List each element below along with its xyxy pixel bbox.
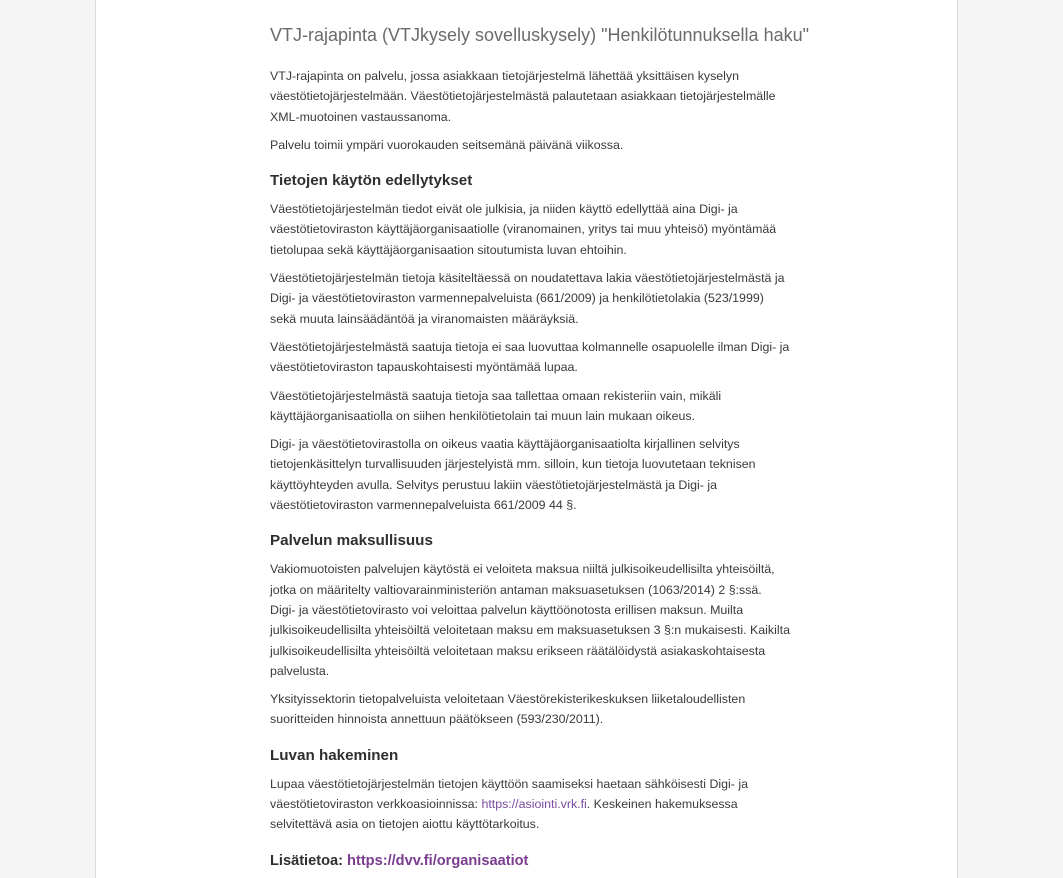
- usage-paragraph-5: Digi- ja väestötietovirastolla on oikeus vaatia käyttäjäorganisaatiolta kirjallinen selvitys tietojenkäsittelyn turvallisuuden järjestelyistä mm. silloin, kun tietoja luovutetaan teknisen käyttöyhteyden avulla. Selvitys perustuu lakiin väestötietojärjestelmästä ja Digi- ja väestötietoviraston varmennepalveluista 661/2009 44 §.: [270, 437, 756, 513]
- fees-paragraph-2: Yksityissektorin tietopalveluista veloitetaan Väestörekisterikeskuksen liiketaloudellisten suoritteiden hinnoista annettuun päätökseen (593/230/2011).: [270, 692, 746, 727]
- page-title: VTJ-rajapinta (VTJkysely sovelluskysely) "Henkilötunnuksella haku": [270, 25, 809, 45]
- article-content: [270, 22, 809, 871]
- usage-paragraph-4: Väestötietojärjestelmästä saatuja tietoja saa tallettaa omaan rekisteriin vain, mikäli käyttäjäorganisaatiolla on siihen henkilötietolain tai muun lain mukaan oikeus.: [270, 388, 722, 423]
- usage-paragraph-3: Väestötietojärjestelmästä saatuja tietoja ei saa luovuttaa kolmannelle osapuolelle ilman Digi- ja väestötietoviraston tapauskohtaisesti myöntämää lupaa.: [270, 339, 790, 375]
- usage-paragraph-2: Väestötietojärjestelmän tietoja käsiteltäessä on noudatettava lakia väestötietojärjestelmästä ja Digi- ja väestötietoviraston varmennepalveluista (661/2009) ja henkilötietolakia (523/1999) sekä muuta lainsäädäntöä ja viranomaisten määräyksiä.: [270, 271, 785, 326]
- more-info: [270, 851, 790, 871]
- more-info-label: Lisätietoa:: [270, 852, 348, 869]
- intro-paragraph-2: Palvelu toimii ympäri vuorokauden seitsemänä päivänä viikossa.: [270, 137, 624, 152]
- asiointi-link[interactable]: https://asiointi.vrk.fi: [481, 797, 587, 812]
- page-container: [95, 0, 958, 878]
- apply-text-before: Lupaa väestötietojärjestelmän tietojen käyttöön saamiseksi haetaan sähköisesti Digi- ja väestötietoviraston verkkoasioinnissa:: [270, 776, 748, 812]
- dvv-organisaatiot-link[interactable]: https://dvv.fi/organisaatiot: [347, 852, 529, 869]
- section-heading-fees: Palvelun maksullisuus: [270, 532, 433, 550]
- apply-text-after: . Keskeinen hakemuksessa selvitettävä asia on tietojen aiottu käyttötarkoitus.: [270, 797, 738, 832]
- fees-paragraph-1: Vakiomuotoisten palvelujen käytöstä ei veloiteta maksua niiltä julkisoikeudellisilta yhteisöiltä, jotka on määritelty valtiovarainministeriön antaman maksuasetuksen (1063/2014) 2 §:ssä. Digi- ja väestötietovirasto voi veloittaa palvelun käyttöönotosta erillisen maksun. Muilta julkisoikeudellisilta yhteisöiltä veloitetaan maksu em maksuasetuksen 3 §:n mukaisesti. Kaikilta julkisoikeudellisilta yhteisöiltä veloitetaan maksu erikseen räätälöidystä asiakaskohtaisesta palvelusta.: [270, 562, 790, 678]
- section-heading-apply: Luvan hakeminen: [270, 746, 399, 764]
- section-heading-usage: Tietojen käytön edellytykset: [270, 172, 473, 190]
- usage-paragraph-1: Väestötietojärjestelmän tiedot eivät ole julkisia, ja niiden käyttö edellyttää aina Digi- ja väestötietoviraston käyttäjäorganisaatiolle (viranomainen, yritys tai muu yhteisö) myöntämää tietolupaa sekä käyttäjäorganisaation sitoutumista luvan ehtoihin.: [270, 202, 777, 257]
- apply-paragraph: [270, 774, 790, 835]
- intro-paragraph-1: VTJ-rajapinta on palvelu, jossa asiakkaan tietojärjestelmä lähettää yksittäisen kyselyn väestötietojärjestelmään. Väestötietojärjestelmästä palautetaan asiakkaan tietojärjestelmälle XML-muotoinen vastaussanoma.: [270, 69, 776, 124]
